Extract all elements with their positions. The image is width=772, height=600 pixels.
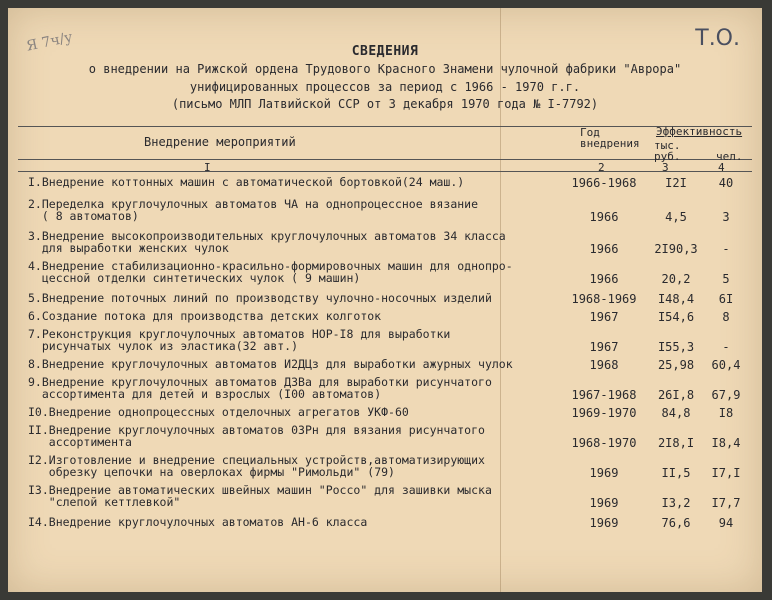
rub-cell: 20,2 [661,272,691,286]
people-cell: 8 [722,310,730,324]
rub-cell: 25,98 [657,358,695,372]
people-cell: 60,4 [711,358,741,372]
year-cell: 1969-1970 [571,406,637,420]
subtitle-line-3: (письмо МЛП Латвийской ССР от 3 декабря 1970 года № I-7792) [171,97,599,111]
year-cell: 1968-1969 [571,292,637,306]
measure-text: I4.Внедрение круглочулочных автоматов АН-6 класса [28,515,368,529]
column-number: 3 [662,161,669,174]
measure-text: II.Внедрение круглочулочных автоматов 03Рн для вязания рисунчатого ассортимента [28,423,485,449]
year-cell: 1966 [589,210,619,224]
rub-cell: I54,6 [657,310,695,324]
subtitle-line-2: унифицированных процессов за период с 1966 - 1970 г.г. [189,80,581,94]
year-cell: 1966 [589,272,619,286]
column-number: 4 [718,161,725,174]
corner-mark: Т.О. [695,26,740,51]
year-cell: 1967 [589,340,619,354]
rub-cell: I48,4 [657,292,695,306]
measure-text: I.Внедрение коттонных машин с автоматической бортовкой(24 маш.) [28,175,465,189]
measure-text: I3.Внедрение автоматических швейных машин "Россо" для зашивки мыска "слепой кеттлевкой" [28,483,492,509]
column-header-people: чел. [716,150,743,163]
people-cell: 67,9 [711,388,741,402]
measure-text: 7.Реконструкция круглочулочных автоматов НОР-I8 для выработки рисунчатых чулок из эластика(32 авт.) [28,327,451,353]
measure-text: 2.Переделка круглочулочных автоматов ЧА на однопроцессное вязание ( 8 автоматов) [28,197,479,223]
measure-text: 9.Внедрение круглочулочных автоматов ДЗВа для выработки рисунчатого ассортимента для детей и взрослых (I00 автоматов) [28,375,492,401]
people-cell: - [722,340,730,354]
year-cell: 1969 [589,466,619,480]
header-rule [18,159,752,160]
people-cell: I8 [718,406,734,420]
measure-text: 3.Внедрение высокопроизводительных круглочулочных автоматов 34 класса для выработки женских чулок [28,229,506,255]
measure-text: I0.Внедрение однопроцессных отделочных агрегатов УКФ-60 [28,405,409,419]
year-cell: 1969 [589,516,619,530]
people-cell: I7,7 [711,496,741,510]
measure-text: 5.Внедрение поточных линий по производству чулочно-носочных изделий [28,291,492,305]
rub-cell: I2I [665,176,687,190]
document-title: СВЕДЕНИЯ [351,44,419,59]
people-cell: I7,I [711,466,741,480]
year-cell: 1967 [589,310,619,324]
rub-cell: 76,6 [661,516,691,530]
rub-cell: 2I8,I [657,436,695,450]
year-cell: 1966 [589,242,619,256]
people-cell: 5 [722,272,730,286]
column-header-rub: тыс. руб. [654,139,681,163]
column-number: 2 [598,161,605,174]
people-cell: 6I [718,292,734,306]
rub-cell: 2I90,3 [654,242,698,256]
column-header-measures: Внедрение мероприятий [144,135,296,149]
column-header-efficiency: Эффективность [656,125,743,138]
rub-cell: I3,2 [661,496,691,510]
rub-cell: 4,5 [665,210,687,224]
people-cell: 3 [722,210,730,224]
column-number: I [204,161,211,174]
year-cell: 1966-1968 [571,176,637,190]
column-number-rule [18,171,752,172]
measure-text: I2.Изготовление и внедрение специальных устройств,автоматизирующих обрезку цепочки на оверлоках фирмы "Римольди" (79) [28,453,485,479]
measure-text: 8.Внедрение круглочулочных автоматов И2ДЦз для выработки ажурных чулок [28,357,513,371]
rub-cell: I55,3 [657,340,695,354]
subtitle-line-1: о внедрении на Рижской ордена Трудового Красного Знамени чулочной фабрики "Аврора" [88,62,682,76]
measure-text: 6.Создание потока для производства детских колготок [28,309,382,323]
people-cell: I8,4 [711,436,741,450]
people-cell: 40 [718,176,734,190]
rub-cell: 84,8 [661,406,691,420]
year-cell: 1968-1970 [571,436,637,450]
rub-cell: 26I,8 [657,388,695,402]
pencil-note: Я 7ч/у [24,29,75,55]
year-cell: 1968 [589,358,619,372]
year-cell: 1969 [589,496,619,510]
year-cell: 1967-1968 [571,388,637,402]
people-cell: - [722,242,730,256]
rub-cell: II,5 [661,466,691,480]
measure-text: 4.Внедрение стабилизационно-красильно-формировочных машин для однопро- цессной отделки синтетических чулок ( 9 машин) [28,259,513,285]
document-page [8,8,762,592]
people-cell: 94 [718,516,734,530]
column-header-year: Год внедрения [580,126,640,150]
